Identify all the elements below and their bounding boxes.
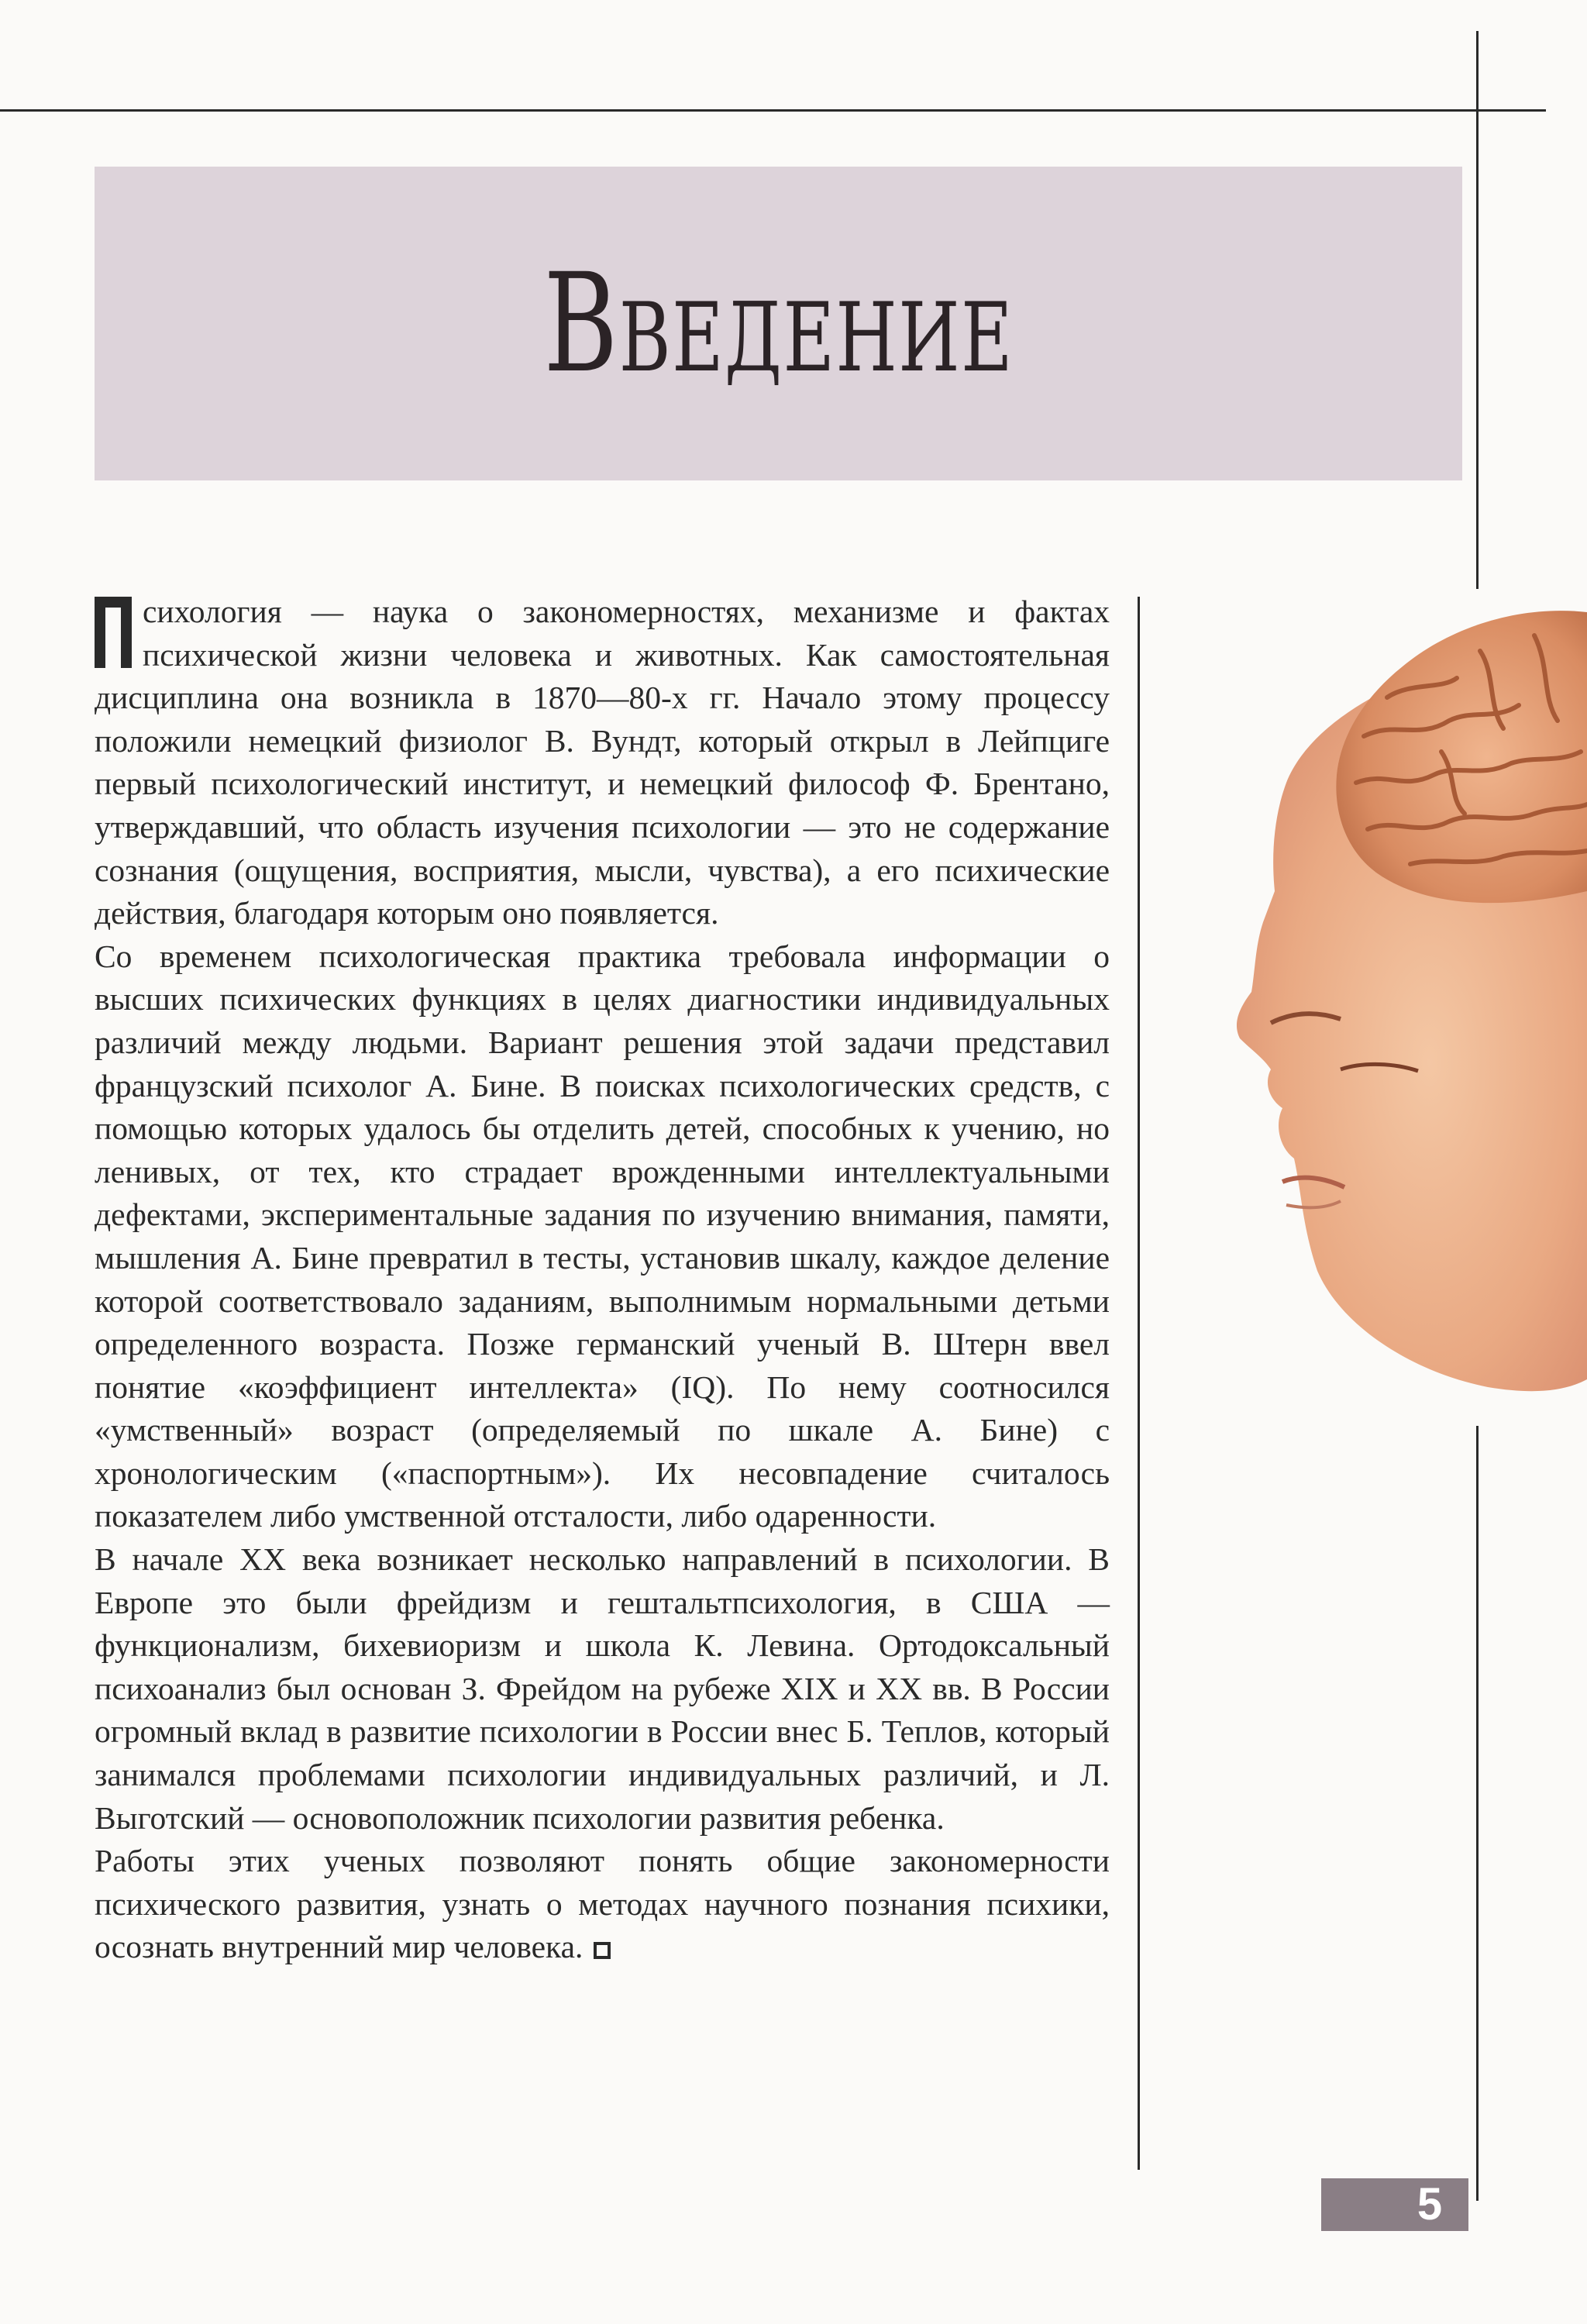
page-number: 5 — [1417, 2179, 1443, 2229]
brain-head-illustration — [1209, 604, 1587, 1403]
paragraph-3: В начале XX века возникает несколько направлений в психологии. В Европе это были фрейдизм и гештальтпсихология, в США — функционализм, бихевиоризм и школа К. Левина. Ортодоксальный психоанализ был основан З. Фрейдом на рубеже XIX и XX вв. В России огромный вклад в развитие психологии в России внес Б. Теплов, который занимался проблемами психологии индивидуальных различий, и Л. Выготский — основоположник психологии развития ребенка. — [95, 1541, 1110, 1836]
dropcap-letter — [95, 597, 132, 668]
title-band — [95, 167, 1462, 480]
paragraph-1: сихология — наука о закономерностях, механизме и фактах психической жизни человека и животных. Как самостоятельная дисциплина она возникла в 1870—80-х гг. Начало этому процессу положили немецкий физиолог В. Вундт, который открыл в Лейпциге первый психологический институт, и немецкий философ Ф. Брентано, утверждавший, что область изучения психологии — это не содержание сознания (ощущения, восприятия, мысли, чувства), а его психические действия, благодаря которым оно появляется. — [95, 594, 1110, 931]
column-divider — [1138, 597, 1140, 2170]
end-of-article-icon — [594, 1942, 611, 1959]
paragraph-4 — [95, 1840, 1110, 1969]
chapter-title: Введение — [543, 244, 1014, 403]
crop-mark-right-upper — [1476, 31, 1479, 589]
paragraph-2: Со временем психологическая практика требовала информации о высших психических функциях в целях диагностики индивидуальных различий между людьми. Вариант решения этой задачи представил французский психолог А. Бине. В поисках психологических средств, с помощью которых удалось бы отделить детей, способных к учению, но ленивых, от тех, кто страдает врожденными интеллектуальными дефектами, экспериментальные задания по изучению внимания, памяти, мышления А. Бине превратил в тесты, установив шкалу, каждое деление которой соответствовало заданиям, выполнимым нормальными детьми определенного возраста. Позже германский ученый В. Штерн ввел понятие «коэффициент интеллекта» (IQ). По нему соотносился «умственный» возраст (определяемый по шкале А. Бине) с хронологическим («паспортным»). Их несовпадение считалось показателем либо умственной отсталости, либо одаренности. — [95, 938, 1110, 1534]
crop-mark-right-lower — [1476, 1426, 1479, 2201]
crop-mark-top — [0, 109, 1546, 112]
paragraph-4-text: Работы этих ученых позволяют понять общие закономерности психического развития, узнать о методах научного познания психики, осознать внутренний мир человека. — [95, 1843, 1110, 1965]
body-text — [95, 590, 1110, 1969]
